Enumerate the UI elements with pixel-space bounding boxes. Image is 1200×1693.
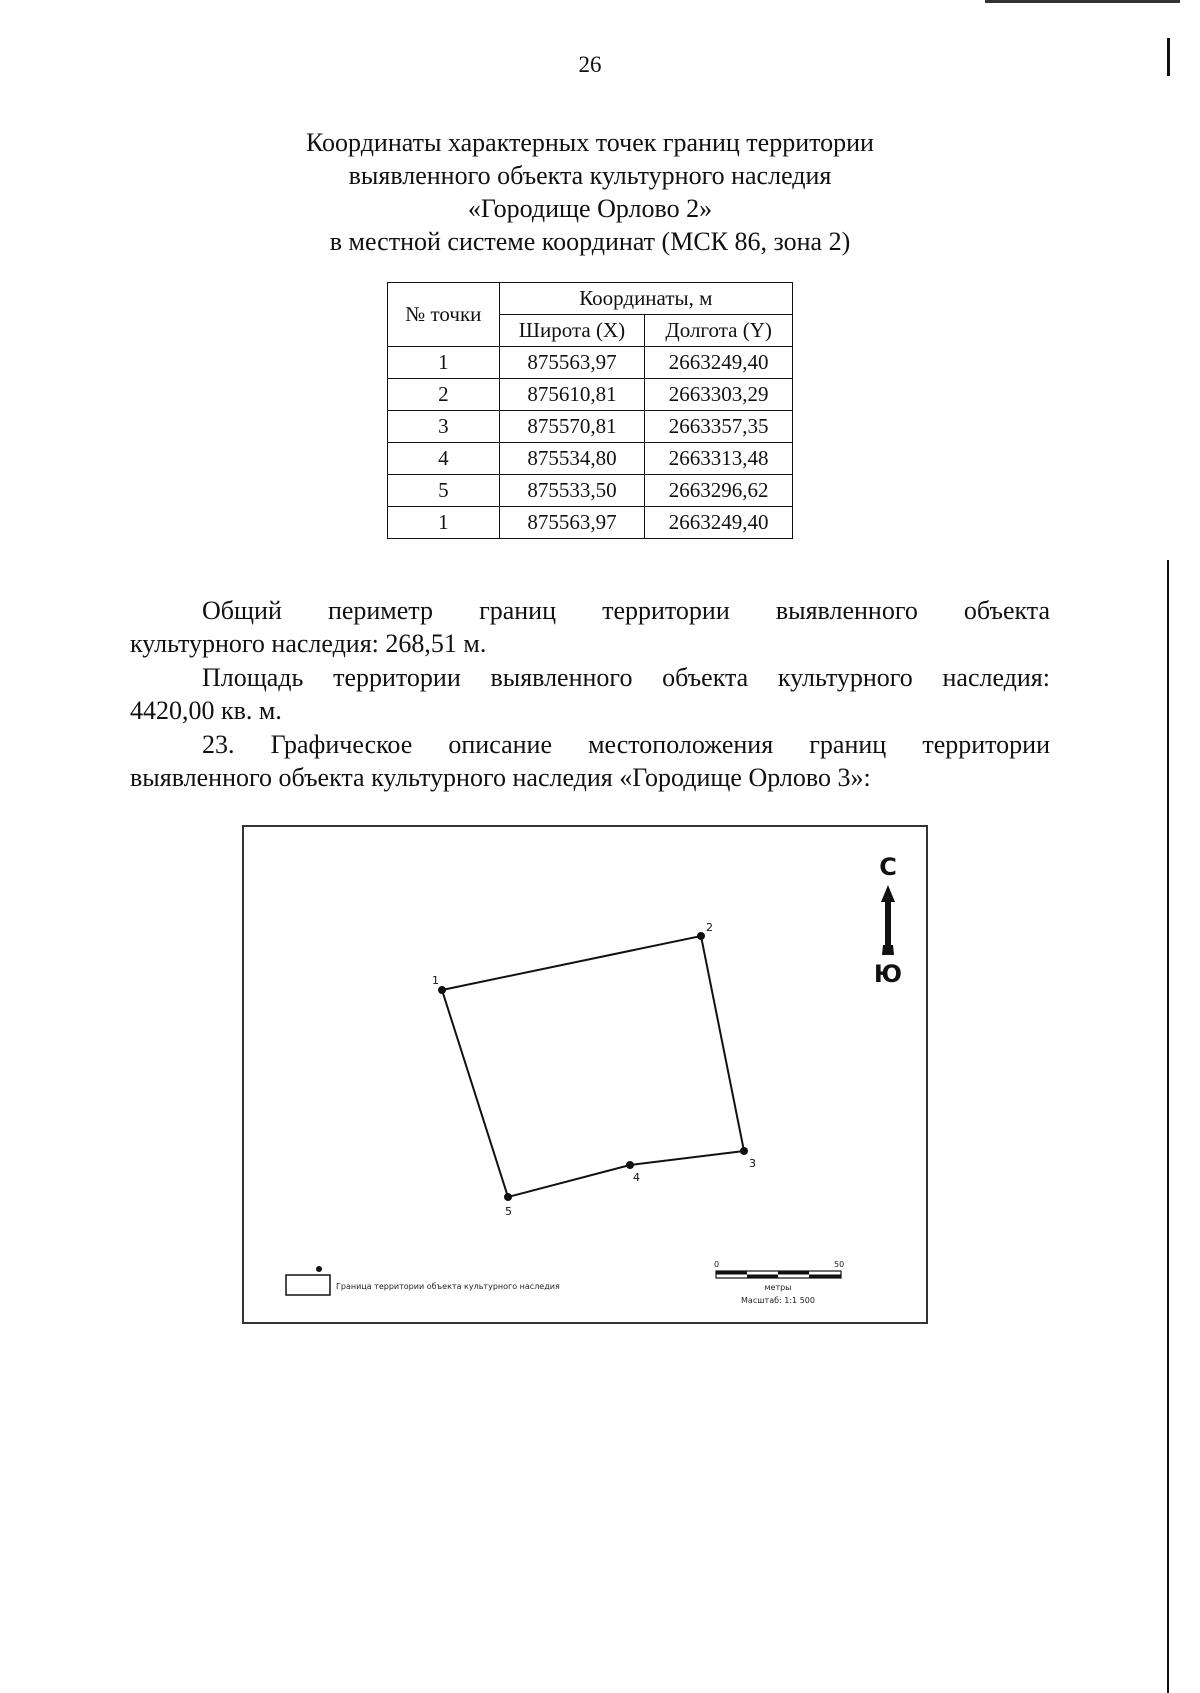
boundary-point-5 — [504, 1193, 512, 1201]
header-coordinates: Координаты, м — [499, 283, 792, 315]
title-line-4: в местной системе координат (МСК 86, зона 2) — [329, 227, 851, 256]
scale-start: 0 — [714, 1260, 720, 1269]
title-line-2: выявленного объекта культурного наследия — [348, 161, 832, 190]
boundary-point-4 — [626, 1161, 634, 1169]
cell-y: 2663313,48 — [645, 443, 793, 475]
boundary-map — [242, 825, 928, 1324]
section-paragraph — [130, 728, 1050, 794]
coordinates-table — [387, 282, 793, 539]
cell-x: 875534,80 — [499, 443, 645, 475]
legend — [286, 1266, 560, 1295]
table-row — [388, 379, 793, 411]
point-label-2: 2 — [706, 921, 713, 934]
boundary-point-2 — [697, 932, 705, 940]
north-label: С — [879, 853, 897, 881]
cell-y: 2663249,40 — [645, 507, 793, 539]
cell-x: 875563,97 — [499, 347, 645, 379]
perimeter-paragraph — [130, 594, 1050, 660]
section-line-2: выявленного объекта культурного наследия «Городище Орлово 3»: — [130, 763, 871, 792]
header-longitude: Долгота (Y) — [645, 315, 793, 347]
cell-y: 2663303,29 — [645, 379, 793, 411]
cell-point: 2 — [388, 379, 500, 411]
cell-point: 1 — [388, 507, 500, 539]
point-label-1: 1 — [432, 974, 439, 987]
section-line-1: 23. Графическое описание местоположения границ территории — [202, 730, 1050, 759]
table-row — [388, 507, 793, 539]
cell-y: 2663249,40 — [645, 347, 793, 379]
scale-unit: метры — [764, 1283, 792, 1292]
cell-point: 5 — [388, 475, 500, 507]
north-arrow-icon — [874, 853, 902, 988]
header-point-number: № точки — [388, 283, 500, 347]
header-latitude: Широта (X) — [499, 315, 645, 347]
south-label: Ю — [873, 960, 903, 988]
table-title — [0, 126, 1180, 258]
cell-x: 875570,81 — [499, 411, 645, 443]
cell-y: 2663296,62 — [645, 475, 793, 507]
legend-point-icon — [316, 1266, 322, 1272]
area-paragraph — [130, 661, 1050, 727]
table-row — [388, 475, 793, 507]
territory-boundary — [442, 936, 744, 1197]
cell-point: 1 — [388, 347, 500, 379]
legend-text: Граница территории объекта культурного наследия — [336, 1282, 560, 1291]
map-canvas — [244, 827, 930, 1326]
cell-point: 4 — [388, 443, 500, 475]
point-label-4: 4 — [633, 1171, 640, 1184]
point-label-5: 5 — [505, 1205, 512, 1218]
boundary-point-1 — [438, 986, 446, 994]
cell-x: 875533,50 — [499, 475, 645, 507]
legend-boundary-swatch — [286, 1275, 330, 1295]
cell-x: 875563,97 — [499, 507, 645, 539]
cell-point: 3 — [388, 411, 500, 443]
point-label-3: 3 — [749, 1157, 756, 1170]
scale-bar — [714, 1260, 844, 1305]
scale-ratio: Масштаб: 1:1 500 — [741, 1296, 815, 1305]
title-line-1: Координаты характерных точек границ территории — [306, 128, 874, 157]
area-line-1: Площадь территории выявленного объекта культурного наследия: — [202, 663, 1050, 692]
page-number: 26 — [578, 52, 602, 77]
cell-y: 2663357,35 — [645, 411, 793, 443]
perimeter-line-1: Общий периметр границ территории выявленного объекта — [202, 596, 1050, 625]
boundary-point-3 — [740, 1147, 748, 1155]
table-row — [388, 347, 793, 379]
title-line-3: «Городище Орлово 2» — [467, 194, 713, 223]
top-edge-rule — [985, 0, 1180, 3]
area-line-2: 4420,00 кв. м. — [130, 696, 282, 725]
right-edge-rule — [1167, 560, 1169, 1693]
table-row — [388, 443, 793, 475]
scale-end: 50 — [834, 1260, 845, 1269]
cell-x: 875610,81 — [499, 379, 645, 411]
perimeter-line-2: культурного наследия: 268,51 м. — [130, 629, 487, 658]
table-row — [388, 411, 793, 443]
